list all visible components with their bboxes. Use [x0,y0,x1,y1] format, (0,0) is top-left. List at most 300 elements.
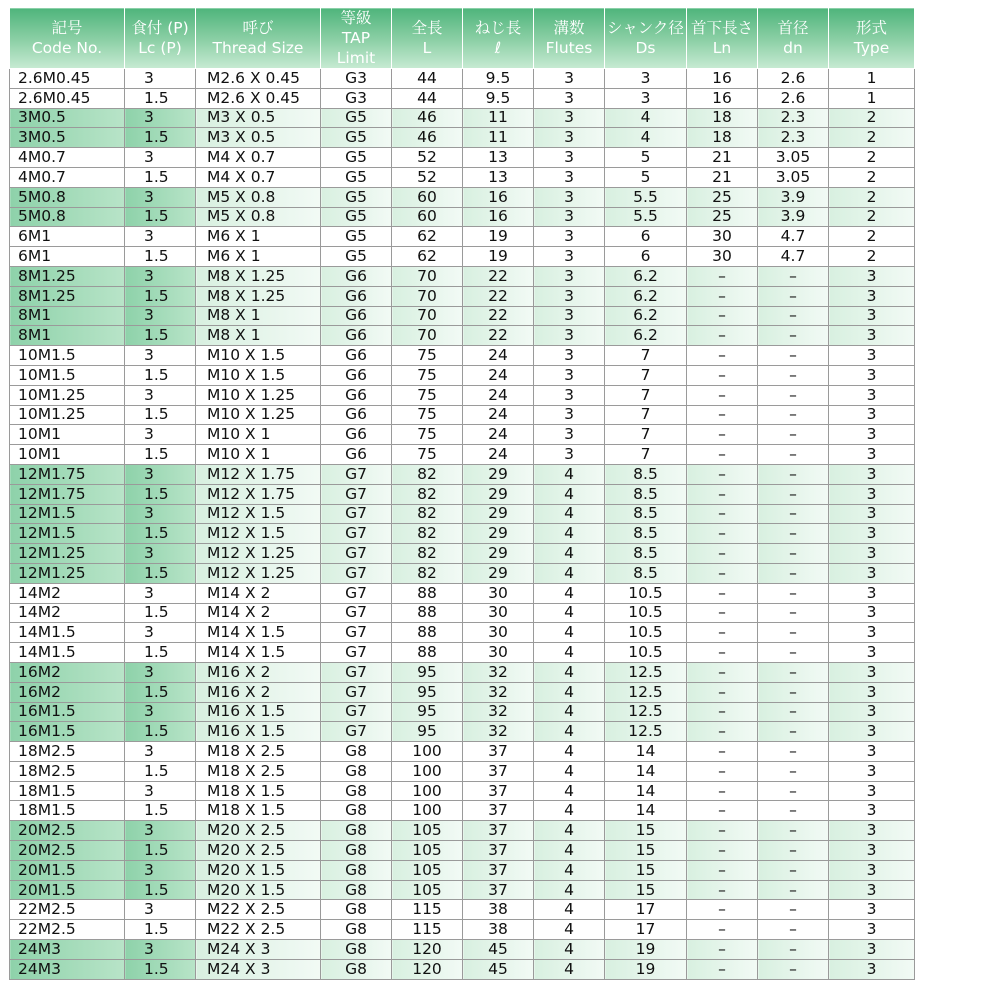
table-row [10,69,915,89]
cell-neck-diameter: 4.7 [758,247,829,267]
cell-overall-length: 75 [392,445,463,465]
column-header-thread-size [196,8,321,69]
cell-shank-diameter: 14 [605,742,687,762]
cell-shank-diameter: 8.5 [605,524,687,544]
cell-tap-limit: G8 [321,920,392,940]
cell-neck-diameter: – [758,940,829,960]
cell-thread-length: 45 [463,940,534,960]
cell-thread-size: M6 X 1 [196,227,321,247]
table-row [10,940,915,960]
cell-type: 3 [829,544,915,564]
table-row [10,187,915,207]
cell-flutes: 4 [534,623,605,643]
table-row [10,781,915,801]
cell-neck-length: – [687,702,758,722]
table-header [10,8,915,69]
cell-tap-limit: G8 [321,841,392,861]
cell-neck-diameter: 2.6 [758,88,829,108]
cell-shank-diameter: 8.5 [605,504,687,524]
cell-lead-chamfer: 3 [125,346,196,366]
cell-lead-chamfer: 3 [125,187,196,207]
cell-flutes: 4 [534,959,605,979]
cell-tap-limit: G7 [321,504,392,524]
cell-code-no: 14M2 [10,583,125,603]
cell-tap-limit: G6 [321,425,392,445]
cell-thread-length: 38 [463,920,534,940]
cell-overall-length: 95 [392,662,463,682]
cell-thread-size: M6 X 1 [196,247,321,267]
cell-lead-chamfer: 3 [125,583,196,603]
cell-flutes: 4 [534,544,605,564]
cell-shank-diameter: 15 [605,860,687,880]
cell-thread-size: M16 X 2 [196,682,321,702]
cell-neck-diameter: – [758,959,829,979]
cell-thread-size: M14 X 2 [196,583,321,603]
cell-tap-limit: G8 [321,821,392,841]
cell-lead-chamfer: 1.5 [125,880,196,900]
cell-flutes: 4 [534,563,605,583]
column-header-neck-diameter [758,8,829,69]
cell-neck-length: 30 [687,247,758,267]
cell-neck-length: – [687,365,758,385]
cell-neck-length: – [687,682,758,702]
cell-neck-length: 18 [687,128,758,148]
cell-overall-length: 60 [392,207,463,227]
cell-thread-length: 19 [463,247,534,267]
cell-overall-length: 95 [392,722,463,742]
cell-thread-size: M14 X 1.5 [196,643,321,663]
cell-tap-limit: G5 [321,108,392,128]
cell-lead-chamfer: 1.5 [125,524,196,544]
cell-shank-diameter: 3 [605,88,687,108]
table-row [10,643,915,663]
cell-thread-size: M20 X 1.5 [196,880,321,900]
cell-thread-length: 24 [463,385,534,405]
cell-neck-length: – [687,563,758,583]
cell-thread-length: 9.5 [463,88,534,108]
table-row [10,365,915,385]
cell-neck-length: 25 [687,187,758,207]
cell-neck-diameter: – [758,504,829,524]
table-row [10,722,915,742]
cell-neck-diameter: – [758,662,829,682]
cell-overall-length: 82 [392,524,463,544]
cell-type: 3 [829,821,915,841]
table-row [10,286,915,306]
cell-neck-diameter: 2.6 [758,69,829,89]
cell-thread-length: 37 [463,841,534,861]
cell-tap-limit: G6 [321,445,392,465]
table-row [10,88,915,108]
cell-flutes: 4 [534,880,605,900]
cell-thread-size: M10 X 1 [196,445,321,465]
table-row [10,860,915,880]
cell-thread-size: M22 X 2.5 [196,900,321,920]
cell-shank-diameter: 7 [605,385,687,405]
column-header-overall-length [392,8,463,69]
cell-shank-diameter: 7 [605,346,687,366]
cell-thread-length: 24 [463,405,534,425]
cell-type: 3 [829,563,915,583]
cell-lead-chamfer: 1.5 [125,682,196,702]
cell-code-no: 22M2.5 [10,920,125,940]
cell-lead-chamfer: 1.5 [125,484,196,504]
cell-tap-limit: G6 [321,365,392,385]
cell-tap-limit: G8 [321,900,392,920]
cell-thread-size: M18 X 1.5 [196,801,321,821]
cell-lead-chamfer: 3 [125,266,196,286]
column-header-en: Code No. [31,39,103,57]
cell-type: 3 [829,445,915,465]
cell-code-no: 4M0.7 [10,148,125,168]
cell-thread-length: 38 [463,900,534,920]
cell-type: 3 [829,722,915,742]
cell-shank-diameter: 14 [605,761,687,781]
cell-tap-limit: G8 [321,940,392,960]
cell-lead-chamfer: 1.5 [125,761,196,781]
cell-type: 1 [829,88,915,108]
cell-code-no: 20M2.5 [10,841,125,861]
cell-neck-diameter: – [758,445,829,465]
cell-thread-size: M12 X 1.75 [196,464,321,484]
cell-lead-chamfer: 3 [125,69,196,89]
cell-thread-size: M10 X 1.5 [196,365,321,385]
cell-shank-diameter: 15 [605,880,687,900]
cell-tap-limit: G6 [321,266,392,286]
cell-neck-length: – [687,821,758,841]
cell-tap-limit: G5 [321,227,392,247]
cell-thread-length: 22 [463,326,534,346]
cell-flutes: 4 [534,900,605,920]
cell-thread-length: 30 [463,643,534,663]
table-body [10,69,915,980]
cell-neck-length: – [687,662,758,682]
cell-flutes: 3 [534,88,605,108]
cell-code-no: 2.6M0.45 [10,69,125,89]
table-row [10,464,915,484]
cell-lead-chamfer: 1.5 [125,128,196,148]
cell-type: 3 [829,524,915,544]
cell-thread-size: M20 X 1.5 [196,860,321,880]
cell-neck-length: – [687,722,758,742]
cell-type: 3 [829,682,915,702]
cell-flutes: 4 [534,464,605,484]
cell-neck-diameter: – [758,464,829,484]
cell-neck-length: 25 [687,207,758,227]
cell-type: 3 [829,306,915,326]
cell-neck-length: – [687,544,758,564]
cell-tap-limit: G3 [321,88,392,108]
cell-overall-length: 70 [392,326,463,346]
cell-neck-diameter: – [758,583,829,603]
cell-tap-limit: G6 [321,286,392,306]
cell-thread-length: 29 [463,464,534,484]
cell-code-no: 8M1.25 [10,286,125,306]
cell-shank-diameter: 17 [605,920,687,940]
cell-type: 2 [829,148,915,168]
cell-code-no: 3M0.5 [10,128,125,148]
cell-neck-diameter: – [758,702,829,722]
column-header-flutes [534,8,605,69]
cell-flutes: 3 [534,247,605,267]
cell-tap-limit: G7 [321,464,392,484]
cell-flutes: 4 [534,841,605,861]
cell-tap-limit: G5 [321,148,392,168]
cell-neck-length: – [687,385,758,405]
cell-code-no: 14M1.5 [10,623,125,643]
cell-thread-length: 29 [463,504,534,524]
cell-neck-diameter: 3.05 [758,148,829,168]
cell-thread-length: 24 [463,445,534,465]
cell-overall-length: 88 [392,623,463,643]
cell-lead-chamfer: 3 [125,108,196,128]
cell-shank-diameter: 7 [605,445,687,465]
cell-tap-limit: G5 [321,128,392,148]
cell-lead-chamfer: 3 [125,821,196,841]
cell-flutes: 3 [534,385,605,405]
column-header-en: ℓ [494,39,502,57]
cell-lead-chamfer: 3 [125,504,196,524]
cell-thread-size: M8 X 1.25 [196,266,321,286]
cell-neck-length: 21 [687,167,758,187]
cell-neck-length: – [687,940,758,960]
cell-code-no: 22M2.5 [10,900,125,920]
cell-thread-size: M3 X 0.5 [196,128,321,148]
cell-code-no: 5M0.8 [10,187,125,207]
cell-thread-length: 9.5 [463,69,534,89]
cell-lead-chamfer: 3 [125,900,196,920]
column-header-jp: 首径 [777,19,809,37]
cell-type: 2 [829,187,915,207]
cell-overall-length: 120 [392,940,463,960]
table-row [10,405,915,425]
cell-flutes: 4 [534,643,605,663]
cell-thread-size: M18 X 2.5 [196,761,321,781]
cell-thread-length: 37 [463,860,534,880]
cell-overall-length: 100 [392,761,463,781]
cell-type: 3 [829,860,915,880]
cell-overall-length: 82 [392,563,463,583]
cell-thread-length: 11 [463,128,534,148]
cell-flutes: 4 [534,603,605,623]
table-row [10,346,915,366]
table-row [10,167,915,187]
cell-neck-diameter: – [758,722,829,742]
cell-tap-limit: G7 [321,524,392,544]
cell-tap-limit: G7 [321,643,392,663]
cell-neck-length: – [687,920,758,940]
cell-lead-chamfer: 1.5 [125,801,196,821]
table-row [10,623,915,643]
cell-flutes: 3 [534,69,605,89]
cell-shank-diameter: 12.5 [605,702,687,722]
cell-shank-diameter: 4 [605,128,687,148]
cell-thread-size: M10 X 1.5 [196,346,321,366]
cell-type: 3 [829,425,915,445]
cell-thread-size: M3 X 0.5 [196,108,321,128]
cell-flutes: 4 [534,524,605,544]
cell-code-no: 24M3 [10,940,125,960]
cell-thread-length: 32 [463,682,534,702]
cell-lead-chamfer: 3 [125,702,196,722]
cell-thread-length: 29 [463,484,534,504]
cell-type: 2 [829,227,915,247]
cell-code-no: 16M1.5 [10,702,125,722]
cell-thread-size: M12 X 1.5 [196,524,321,544]
cell-type: 3 [829,405,915,425]
cell-type: 3 [829,464,915,484]
cell-lead-chamfer: 1.5 [125,326,196,346]
cell-flutes: 3 [534,346,605,366]
cell-tap-limit: G8 [321,880,392,900]
cell-thread-length: 29 [463,524,534,544]
cell-neck-diameter: – [758,761,829,781]
table-row [10,484,915,504]
cell-overall-length: 105 [392,880,463,900]
column-header-jp: 呼び [242,19,274,37]
cell-lead-chamfer: 1.5 [125,365,196,385]
cell-overall-length: 100 [392,781,463,801]
cell-neck-diameter: – [758,425,829,445]
cell-thread-size: M20 X 2.5 [196,841,321,861]
cell-tap-limit: G6 [321,385,392,405]
cell-shank-diameter: 5.5 [605,207,687,227]
cell-shank-diameter: 6 [605,247,687,267]
table-row [10,128,915,148]
cell-overall-length: 70 [392,286,463,306]
cell-shank-diameter: 19 [605,959,687,979]
cell-code-no: 3M0.5 [10,108,125,128]
table-row [10,445,915,465]
cell-code-no: 18M1.5 [10,801,125,821]
cell-thread-length: 22 [463,286,534,306]
table-row [10,266,915,286]
cell-type: 3 [829,603,915,623]
cell-flutes: 4 [534,702,605,722]
cell-flutes: 3 [534,425,605,445]
cell-code-no: 10M1.5 [10,365,125,385]
cell-lead-chamfer: 3 [125,860,196,880]
cell-tap-limit: G8 [321,781,392,801]
cell-tap-limit: G6 [321,326,392,346]
cell-flutes: 4 [534,801,605,821]
cell-overall-length: 44 [392,88,463,108]
table-row [10,880,915,900]
cell-lead-chamfer: 3 [125,781,196,801]
cell-lead-chamfer: 1.5 [125,841,196,861]
cell-thread-length: 24 [463,346,534,366]
cell-neck-length: – [687,286,758,306]
table-row [10,900,915,920]
cell-lead-chamfer: 1.5 [125,286,196,306]
cell-flutes: 4 [534,722,605,742]
cell-neck-diameter: – [758,326,829,346]
column-header-en: Lc (P) [138,39,182,57]
cell-code-no: 24M3 [10,959,125,979]
cell-neck-diameter: – [758,544,829,564]
cell-type: 3 [829,504,915,524]
cell-neck-length: – [687,623,758,643]
table-row [10,702,915,722]
cell-neck-length: – [687,880,758,900]
cell-tap-limit: G5 [321,187,392,207]
cell-type: 3 [829,662,915,682]
cell-tap-limit: G8 [321,801,392,821]
cell-overall-length: 88 [392,603,463,623]
column-header-en: L [422,39,432,57]
cell-neck-length: – [687,464,758,484]
cell-lead-chamfer: 1.5 [125,920,196,940]
cell-code-no: 12M1.75 [10,484,125,504]
cell-thread-size: M10 X 1 [196,425,321,445]
cell-type: 3 [829,920,915,940]
cell-type: 3 [829,841,915,861]
cell-flutes: 4 [534,742,605,762]
cell-thread-length: 37 [463,742,534,762]
cell-code-no: 14M2 [10,603,125,623]
cell-neck-length: 16 [687,88,758,108]
cell-shank-diameter: 6.2 [605,266,687,286]
table-row [10,682,915,702]
cell-neck-length: – [687,841,758,861]
cell-shank-diameter: 4 [605,108,687,128]
cell-code-no: 12M1.5 [10,524,125,544]
cell-type: 3 [829,623,915,643]
cell-shank-diameter: 8.5 [605,563,687,583]
cell-thread-length: 29 [463,563,534,583]
cell-thread-size: M8 X 1 [196,326,321,346]
cell-shank-diameter: 5 [605,148,687,168]
cell-thread-size: M10 X 1.25 [196,385,321,405]
column-header-shank-diameter [605,8,687,69]
cell-thread-size: M12 X 1.25 [196,544,321,564]
cell-tap-limit: G8 [321,761,392,781]
cell-overall-length: 75 [392,385,463,405]
column-header-jp: 等級 [340,9,372,27]
cell-type: 3 [829,583,915,603]
cell-lead-chamfer: 3 [125,385,196,405]
table-row [10,761,915,781]
cell-flutes: 3 [534,445,605,465]
table-row [10,326,915,346]
cell-overall-length: 115 [392,900,463,920]
table-row [10,841,915,861]
cell-tap-limit: G7 [321,583,392,603]
table-row [10,108,915,128]
column-header-en: dn [783,39,803,57]
cell-neck-length: – [687,781,758,801]
cell-type: 2 [829,108,915,128]
cell-neck-length: – [687,504,758,524]
cell-shank-diameter: 6.2 [605,326,687,346]
cell-thread-size: M18 X 2.5 [196,742,321,762]
cell-code-no: 16M2 [10,662,125,682]
cell-shank-diameter: 8.5 [605,464,687,484]
cell-code-no: 8M1 [10,306,125,326]
cell-neck-length: – [687,445,758,465]
cell-flutes: 4 [534,682,605,702]
cell-thread-length: 13 [463,148,534,168]
cell-thread-size: M14 X 2 [196,603,321,623]
table-row [10,504,915,524]
cell-lead-chamfer: 1.5 [125,88,196,108]
cell-flutes: 4 [534,504,605,524]
column-header-lead-chamfer [125,8,196,69]
cell-thread-length: 37 [463,880,534,900]
cell-type: 3 [829,781,915,801]
cell-neck-diameter: – [758,484,829,504]
cell-tap-limit: G5 [321,167,392,187]
